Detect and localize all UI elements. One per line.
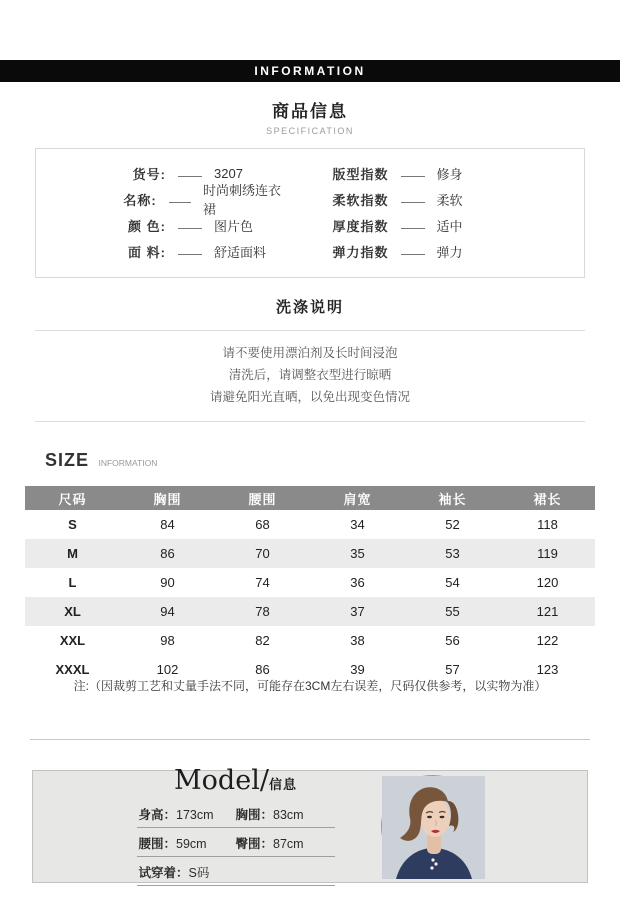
spec-col-left — [36, 160, 288, 264]
field-divider-line — [401, 228, 425, 229]
size-cell: M — [25, 539, 120, 568]
size-cell: 37 — [310, 597, 405, 626]
spec-item-fabric — [36, 238, 288, 264]
field-divider-line — [178, 254, 202, 255]
spec-item-fit-index — [333, 160, 585, 186]
spec-value: 适中 — [436, 218, 463, 234]
size-cell: S — [68, 517, 77, 532]
size-cell: 56 — [445, 633, 460, 648]
size-cell: 36 — [350, 575, 365, 590]
size-cell: 57 — [445, 662, 460, 677]
size-subtitle: INFORMATION — [98, 458, 158, 468]
size-cell: 86 — [120, 539, 215, 568]
spec-value: 弹力 — [436, 244, 463, 260]
size-table-header: 裙长 — [500, 486, 595, 510]
size-cell: 39 — [350, 662, 365, 677]
spec-item-thickness-index — [333, 212, 585, 238]
model-bust: 胸围：83cm — [235, 808, 304, 822]
washing-line: 请不要使用漂泊剂及长时间浸泡 — [222, 346, 398, 360]
model-title-cn: 信息 — [268, 777, 297, 792]
spec-label: 柔软指数 — [332, 192, 389, 208]
spec-label: 版型指数 — [332, 166, 389, 182]
size-cell: 68 — [255, 517, 270, 532]
size-cell: 52 — [445, 517, 460, 532]
size-table-header-row — [25, 486, 595, 510]
size-cell: 38 — [350, 633, 365, 648]
field-divider-line — [401, 176, 425, 177]
model-portrait-illustration — [382, 776, 485, 879]
size-cell: 90 — [160, 575, 175, 590]
washing-section — [0, 296, 620, 422]
model-measure-row — [137, 799, 335, 828]
size-cell: XXXL — [55, 662, 90, 677]
model-portrait-photo — [381, 775, 484, 878]
horizontal-rule — [35, 421, 585, 422]
spec-value: 3207 — [214, 165, 243, 181]
field-divider-line — [178, 176, 202, 177]
information-banner — [0, 60, 620, 82]
table-row-s — [25, 510, 595, 539]
spec-label: 面 料: — [128, 244, 166, 260]
size-cell: 120 — [536, 575, 559, 590]
model-fitting-size: 试穿着：S码 — [138, 866, 210, 880]
product-info-title: 商品信息 — [272, 102, 348, 121]
size-cell: 118 — [537, 517, 558, 532]
size-heading — [45, 450, 620, 471]
size-table-header: 肩宽 — [310, 486, 405, 510]
spec-label: 货号: — [132, 166, 166, 182]
spec-label: 颜 色: — [128, 218, 166, 234]
spec-label: 弹力指数 — [332, 244, 389, 260]
product-info-heading — [0, 97, 620, 136]
model-info-title — [137, 767, 335, 799]
size-table-header: 胸围 — [120, 486, 215, 510]
model-height: 身高：173cm — [138, 808, 214, 822]
size-cell: XL — [25, 597, 120, 626]
size-table-header: 尺码 — [25, 486, 120, 510]
size-cell: 55 — [405, 597, 500, 626]
size-cell: 35 — [310, 539, 405, 568]
size-cell: 94 — [120, 597, 215, 626]
horizontal-rule — [35, 330, 585, 331]
size-cell: 102 — [156, 662, 179, 677]
model-waist: 腰围：59cm — [138, 837, 207, 851]
size-table — [25, 486, 595, 684]
washing-line: 请避免阳光直晒，以免出现变色情况 — [209, 390, 410, 404]
size-cell: 53 — [405, 539, 500, 568]
table-row-m — [25, 539, 595, 568]
spec-value: 舒适面料 — [214, 244, 267, 260]
spec-item-softness-index — [333, 186, 585, 212]
model-measure-row — [137, 857, 335, 886]
size-cell: 86 — [255, 662, 270, 677]
size-cell: 98 — [160, 633, 175, 648]
spec-value: 时尚刺绣连衣裙 — [202, 183, 281, 217]
size-cell: 70 — [215, 539, 310, 568]
table-row-xxl — [25, 626, 595, 655]
washing-line: 清洗后，请调整衣型进行晾晒 — [228, 368, 392, 382]
spec-box — [35, 148, 585, 278]
spec-value: 修身 — [436, 166, 463, 182]
field-divider-line — [401, 254, 425, 255]
size-cell: XXL — [59, 633, 86, 648]
model-measure-row — [137, 828, 335, 857]
spec-item-name — [36, 183, 288, 217]
table-row-l — [25, 568, 595, 597]
table-row-xl — [25, 597, 595, 626]
model-title-en: Model/ — [174, 765, 269, 796]
size-cell: L — [68, 575, 77, 590]
size-cell: 84 — [160, 517, 175, 532]
size-cell: 82 — [255, 633, 270, 648]
size-cell: 119 — [500, 539, 595, 568]
spec-item-color — [36, 212, 288, 238]
size-cell: 34 — [350, 517, 365, 532]
product-info-subtitle: SPECIFICATION — [266, 126, 354, 136]
size-cell: 54 — [445, 575, 460, 590]
spec-label: 名称: — [123, 192, 157, 208]
size-note: 注:（因裁剪工艺和丈量手法不同，可能存在3CM左右误差，尺码仅供参考，以实物为准） — [73, 679, 547, 693]
information-banner-label: INFORMATION — [254, 64, 366, 78]
section-divider — [30, 739, 590, 740]
size-cell: 121 — [500, 597, 595, 626]
field-divider-line — [178, 228, 202, 229]
model-info-box — [32, 765, 588, 883]
spec-value: 柔软 — [436, 192, 463, 208]
product-detail-page — [0, 60, 620, 923]
field-divider-line — [169, 202, 191, 203]
washing-instructions — [0, 342, 620, 408]
model-hip: 臀围：87cm — [235, 837, 304, 851]
spec-label: 厚度指数 — [332, 218, 389, 234]
size-cell: 123 — [536, 662, 559, 677]
spec-item-elasticity-index — [333, 238, 585, 264]
size-cell: 122 — [536, 633, 559, 648]
size-title: SIZE — [45, 450, 90, 470]
size-cell: 78 — [215, 597, 310, 626]
field-divider-line — [401, 202, 425, 203]
size-table-header: 袖长 — [405, 486, 500, 510]
washing-title: 洗涤说明 — [275, 299, 344, 316]
model-info-text — [137, 767, 335, 886]
spec-value: 图片色 — [214, 218, 254, 234]
spec-col-right — [288, 160, 585, 264]
size-table-header: 腰围 — [215, 486, 310, 510]
size-cell: 74 — [255, 575, 270, 590]
